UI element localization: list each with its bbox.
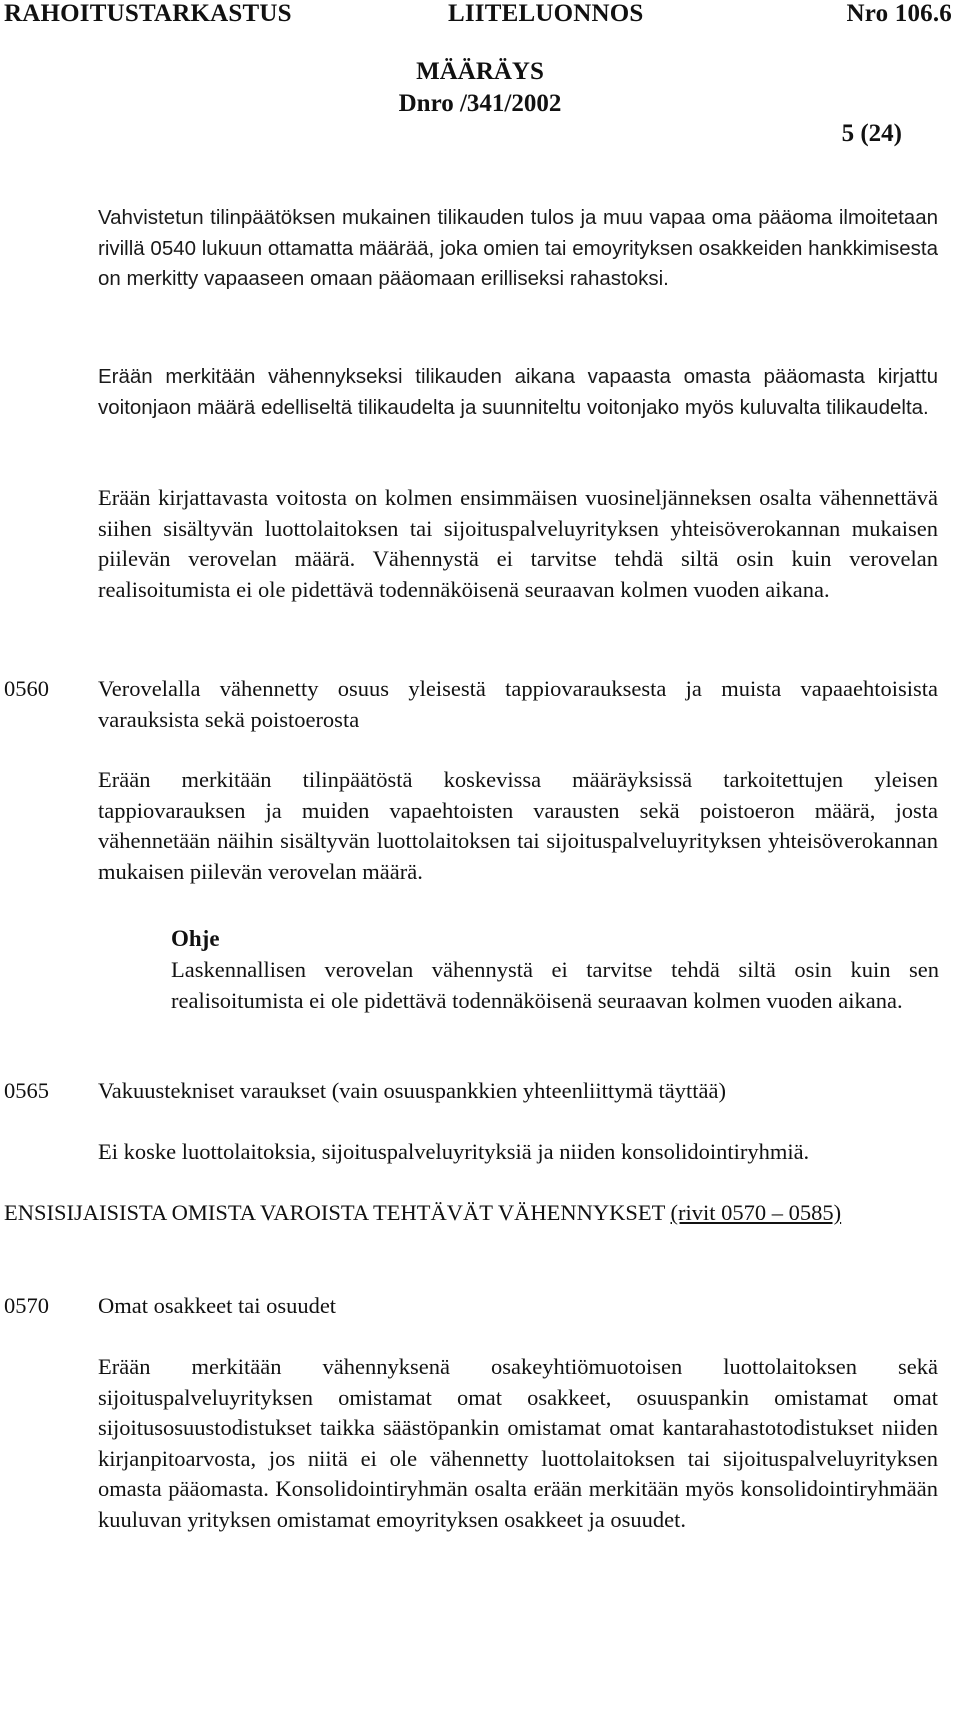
paragraph-1: Vahvistetun tilinpäätöksen mukainen tilikauden tulos ja muu vapaa oma pääoma ilmoitetaan rivillä 0540 lukuun ottamatta määrää, joka omien tai emoyrityksen osakkeiden hankkimisesta on merkitty vapaaseen omaan pääomaan erilliseksi rahastoksi. [98,206,938,290]
row-title-0565: Vakuustekniset varaukset (vain osuuspankkien yhteenliittymä täyttää) [98,1078,726,1103]
row-title-0560: Verovelalla vähennetty osuus yleisestä tappiovarauksesta ja muista vapaaehtoisista varauksista sekä poistoerosta [98,676,938,732]
row-body-0560: Erään merkitään tilinpäätöstä koskevissa määräyksissä tarkoitettujen yleisen tappiovarauksen ja muiden vapaehtoisten varausten sekä poistoeron määrä, josta vähennetään näihin sisältyvän luottolaitoksen tai sijoituspalveluyrityksen yhteisöverokannan mukaisen piilevän verovelan määrä. [98,767,938,884]
row-code-0560: 0560 [4,676,49,701]
document-dnro: Dnro /341/2002 [398,90,562,117]
ohje-body: Laskennallisen verovelan vähennystä ei tarvitse tehdä siltä osin kuin sen realisoitumista ei ole pidettävä todennäköisenä seuraavan kolmen vuoden aikana. [171,957,939,1013]
document-title: MÄÄRÄYS [416,58,544,85]
page-number: 5 (24) [841,120,902,147]
paragraph-3: Erään kirjattavasta voitosta on kolmen ensimmäisen vuosineljänneksen osalta vähennettävä siihen sisältyvän luottolaitoksen tai sijoituspalveluyrityksen yhteisöverokannan mukaisen piilevän verovelan määrä. Vähennystä ei tarvitse tehdä siltä osin kuin verovelan realisoitumista ei ole pidettävä todennäköisenä seuraavan kolmen vuoden aikana. [98,485,938,602]
row-title-0570: Omat osakkeet tai osuudet [98,1293,337,1318]
header-right: Nro 106.6 [846,0,952,27]
section-heading-text: ENSISIJAISISTA OMISTA VAROISTA TEHTÄVÄT VÄHENNYKSET [4,1200,671,1225]
row-body-0570: Erään merkitään vähennyksenä osakeyhtiömuotoisen luottolaitoksen sekä sijoituspalveluyrityksen omistamat omat osakkeet, osuuspankin omistamat omat sijoitusosuustodistukset taikka säästöpankin omistamat omat kantarahastotodistukset niiden kirjanpitoarvosta, jos niitä ei ole vähennetty luottolaitoksen tai sijoituspalveluyrityksen omasta pääomasta. Konsolidointiryhmän osalta erään merkitään myös konsolidointiryhmään kuuluvan yrityksen omistamat emoyrityksen osakkeet ja osuudet. [98,1354,938,1532]
header-middle: LIITELUONNOS [448,0,644,27]
row-code-0570: 0570 [4,1293,49,1318]
row-code-0565: 0565 [4,1078,49,1103]
row-body-0565: Ei koske luottolaitoksia, sijoituspalveluyrityksiä ja niiden konsolidointiryhmiä. [98,1139,810,1164]
ohje-heading: Ohje [171,926,220,951]
header-left: RAHOITUSTARKASTUS [4,0,292,27]
section-heading [4,1198,938,1229]
section-heading-reference: (rivit 0570 – 0585) [670,1200,842,1225]
paragraph-2: Erään merkitään vähennykseksi tilikauden aikana vapaasta omasta pääomasta kirjattu voitonjaon määrä edelliseltä tilikaudelta ja suunniteltu voitonjako myös kuluvalta tilikaudelta. [98,365,938,419]
